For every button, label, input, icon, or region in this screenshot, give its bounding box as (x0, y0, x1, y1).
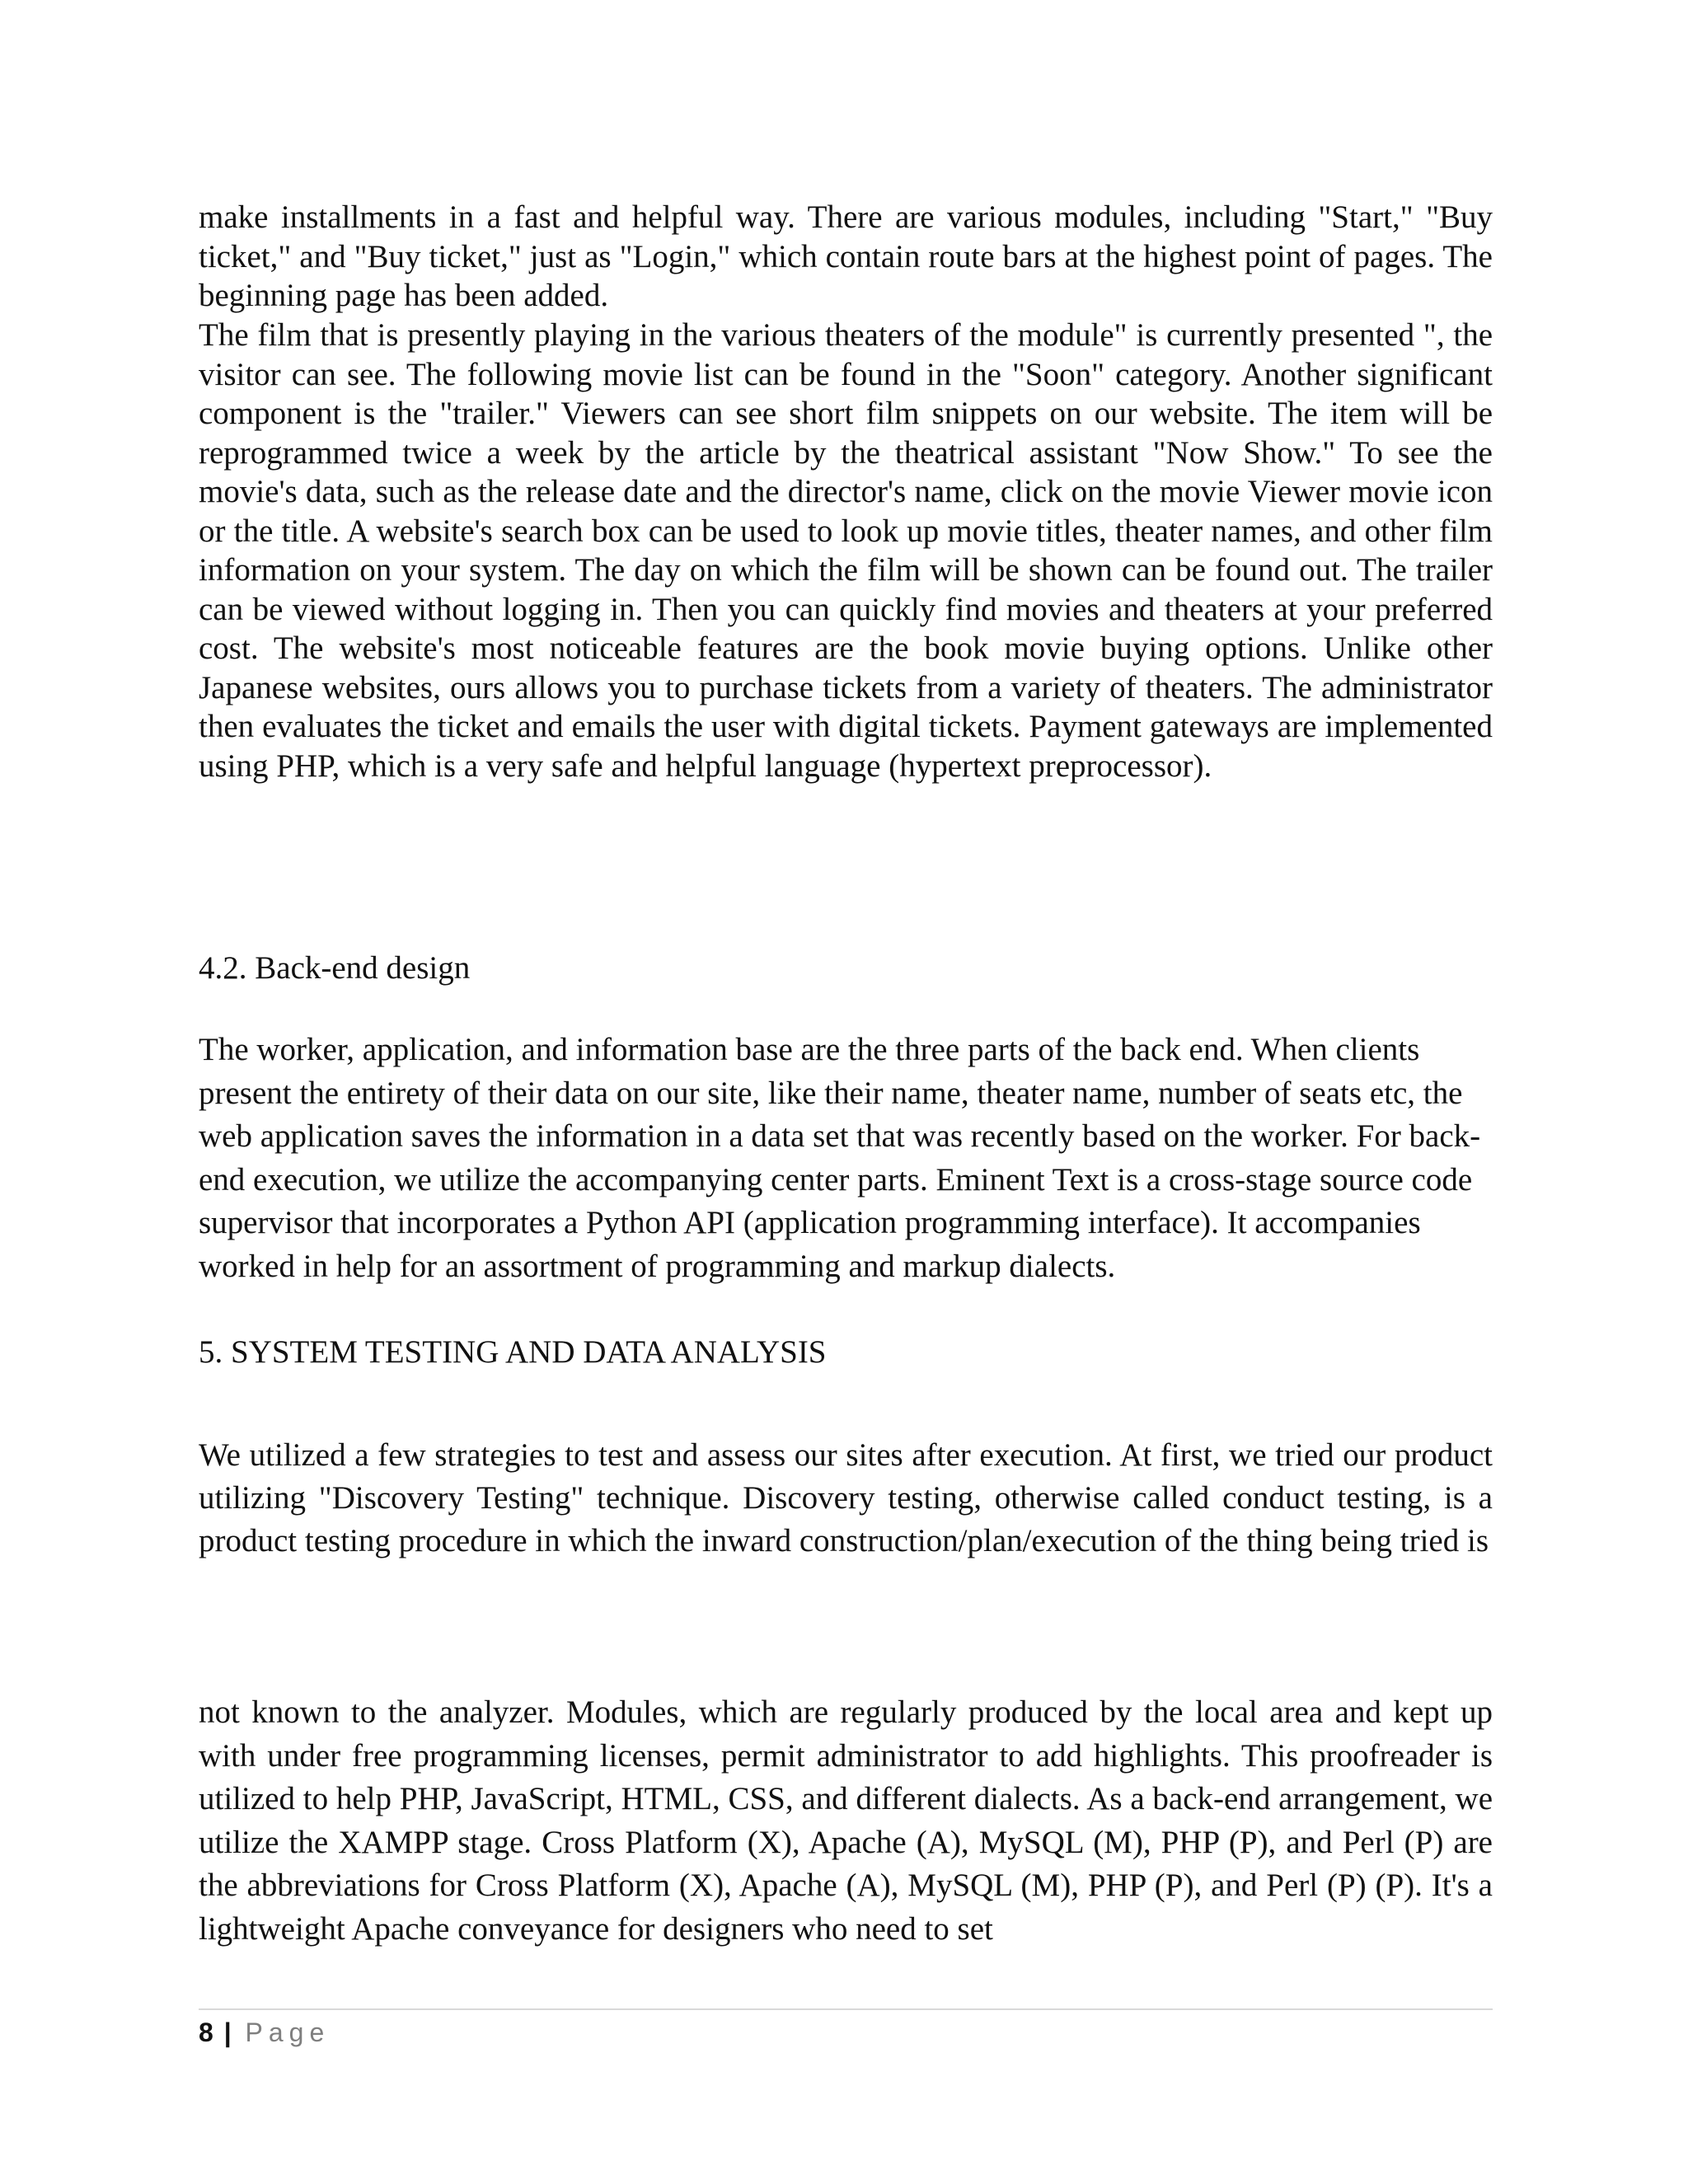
intro-paragraph-top: make installments in a fast and helpful way. There are various modules, including "Start," "Buy ticket," and "Buy ticket," just as "Login," which contain route bars at the highest point of pages. The beginning page has been added. (199, 199, 1493, 313)
page-footer (199, 2014, 330, 2050)
section-heading-backend-design: 4.2. Back-end design (199, 950, 471, 986)
page-number: 8 (199, 2018, 213, 2047)
testing-paragraph: We utilized a few strategies to test and assess our sites after execution. At first, we tried our product utilizing "Discovery Testing" technique. Discovery testing, otherwise called conduct testing, is a product testing procedure in which the inward construction/plan/execution of the thing being tried is (199, 1437, 1493, 1558)
footer-divider (199, 2008, 1493, 2010)
continued-paragraph: not known to the analyzer. Modules, which are regularly produced by the local area and kept up with under free programming licenses, permit administrator to add highlights. This proofreader is utilized to help PHP, JavaScript, HTML, CSS, and different dialects. As a back-end arrangement, we utilize the XAMPP stage. Cross Platform (X), Apache (A), MySQL (M), PHP (P), and Perl (P) are the abbreviations for Cross Platform (X), Apache (A), MySQL (M), PHP (P), and Perl (P) (P). It's a lightweight Apache conveyance for designers who need to set (199, 1694, 1493, 1947)
footer-separator: | (223, 2018, 232, 2047)
section-heading-system-testing: 5. SYSTEM TESTING AND DATA ANALYSIS (199, 1334, 827, 1370)
page-label: Page (245, 2018, 331, 2047)
intro-paragraph-rest: The film that is presently playing in the various theaters of the module" is currently presented ", the visitor can see. The following movie list can be found in the "Soon" category. Another significant component is the "trailer." Viewers can see short film snippets on our website. The item will be reprogrammed twice a week by the article by the theatrical assistant "Now Show." To see the movie's data, such as the release date and the director's name, click on the movie Viewer movie icon or the title. A website's search box can be used to look up movie titles, theater names, and other film information on your system. The day on which the film will be shown can be found out. The trailer can be viewed without logging in. Then you can quickly find movies and theaters at your preferred cost. The website's most noticeable features are the book movie buying options. Unlike other Japanese websites, ours allows you to purchase tickets from a variety of theaters. The administrator then evaluates the ticket and emails the user with digital tickets. Payment gateways are implemented using PHP, which is a very safe and helpful language (hypertext preprocessor). (199, 317, 1493, 784)
backend-paragraph: The worker, application, and information base are the three parts of the back end. When clients present the entirety of their data on our site, like their name, theater name, number of seats etc, the web application saves the information in a data set that was recently based on the worker. For back-end execution, we utilize the accompanying center parts. Eminent Text is a cross-stage source code supervisor that incorporates a Python API (application programming interface). It accompanies worked in help for an assortment of programming and markup dialects. (199, 1032, 1481, 1284)
